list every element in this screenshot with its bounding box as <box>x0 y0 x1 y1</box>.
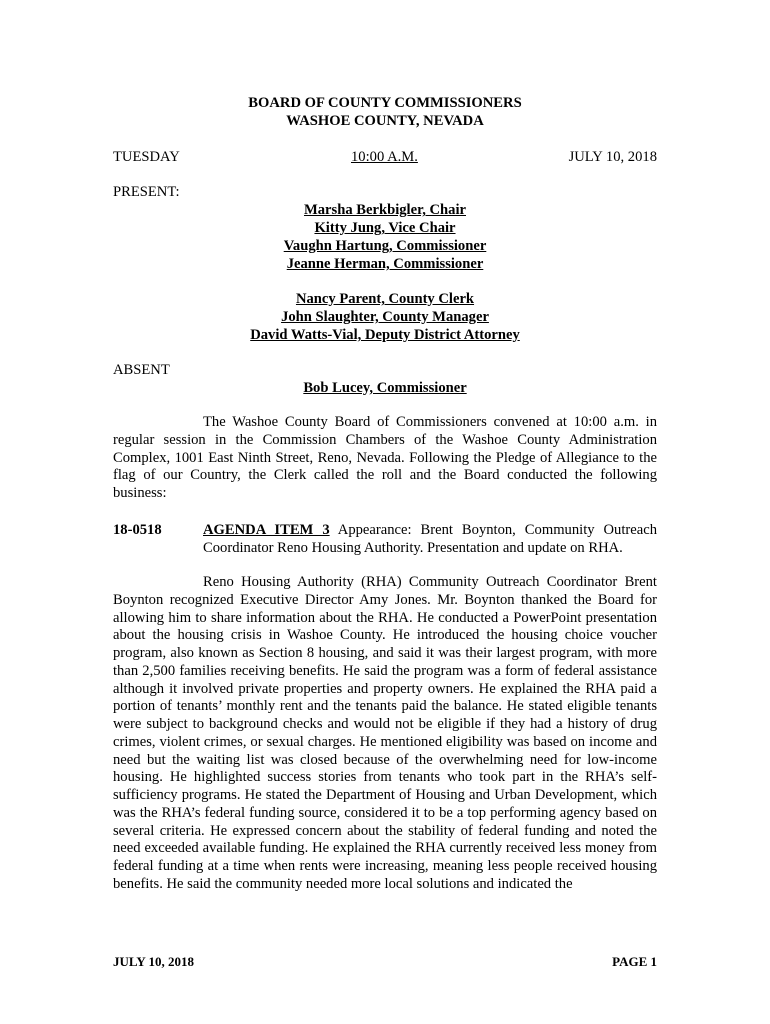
present-label: PRESENT: <box>113 184 180 200</box>
staff-member: John Slaughter, County Manager <box>281 309 489 325</box>
agenda-item-number: 18-0518 <box>113 522 162 538</box>
page-number: PAGE 1 <box>612 954 657 969</box>
meeting-day: TUESDAY <box>113 149 180 165</box>
staff-member: Nancy Parent, County Clerk <box>295 291 475 307</box>
meeting-date: JULY 10, 2018 <box>568 149 657 165</box>
staff-member: David Watts-Vial, Deputy District Attorney <box>250 327 520 343</box>
footer-date: JULY 10, 2018 <box>113 954 195 969</box>
absent-member: Bob Lucey, Commissioner <box>303 380 467 396</box>
document-page <box>113 0 657 1024</box>
board-title: BOARD OF COUNTY COMMISSIONERS <box>248 95 522 111</box>
absent-label: ABSENT <box>113 362 170 378</box>
present-member: Jeanne Herman, Commissioner <box>286 256 484 272</box>
present-member: Vaughn Hartung, Commissioner <box>283 238 487 254</box>
agenda-item-title: AGENDA ITEM 3 <box>203 522 330 538</box>
meeting-time: 10:00 A.M. <box>351 149 418 165</box>
present-member: Marsha Berkbigler, Chair <box>303 202 466 218</box>
opening-paragraph: The Washoe County Board of Commissioners convened at 10:00 a.m. in regular session in the Commission Chambers of the Washoe County Administration Complex, 1001 East Ninth Street, Reno, Nevada. Following the Pledge of Allegiance to the flag of our Country, the Clerk called the roll and the Board conducted the following business: <box>113 414 657 501</box>
agenda-item-description: Appearance: Brent Boynton, Community Outreach Coordinator Reno Housing Authority. Presentation and update on RHA. <box>203 522 658 556</box>
present-member: Kitty Jung, Vice Chair <box>314 220 456 236</box>
agenda-item-body <box>203 521 657 557</box>
item-paragraph: Reno Housing Authority (RHA) Community Outreach Coordinator Brent Boynton recognized Executive Director Amy Jones. Mr. Boynton thanked the Board for allowing him to share information about the RHA. He conducted a PowerPoint presentation about the housing crisis in Washoe County. He introduced the housing choice voucher program, also known as Section 8 housing, and said it was their largest program, with more than 2,500 families receiving benefits. He said the program was a form of federal assistance although it involved private properties and property owners. He explained the RHA paid a portion of tenants’ monthly rent and the tenants paid the balance. He stated eligible tenants were subject to background checks and would not be eligible if they had a history of drug crimes, violent crimes, or sexual charges. He mentioned eligibility was based on income and need but the waiting list was closed because of the overwhelming need for low-income housing. He highlighted success stories from tenants who took part in the RHA’s self-sufficiency programs. He stated the Department of Housing and Urban Development, which was the RHA’s federal funding source, considered it to be a top performing agency based on several criteria. He expressed concern about the stability of federal funding and noted the need exceeded available funding. He explained the RHA currently received less money from federal funding at a time when rents were increasing, meaning less people received housing benefits. He said the community needed more local solutions and indicated the <box>113 574 657 892</box>
county-title: WASHOE COUNTY, NEVADA <box>286 113 484 129</box>
